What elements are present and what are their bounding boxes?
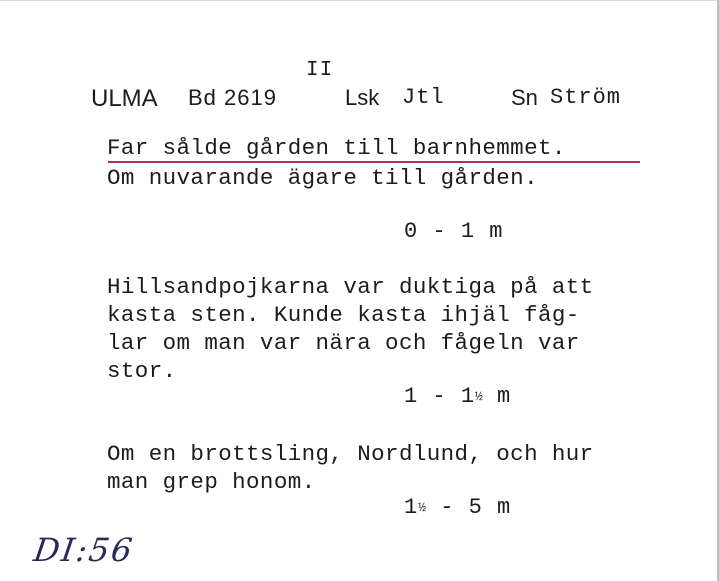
header-volume-number: Bd 2619	[188, 85, 277, 110]
entry-2-line-3: lar om man var nära och fågeln var	[107, 330, 580, 356]
entry-3-measure-dash: -	[440, 495, 455, 520]
entry-3-measure-unit: m	[497, 495, 512, 520]
entry-2-line-4: stor.	[107, 358, 177, 384]
entry-2-line-2: kasta sten. Kunde kasta ihjäl fåg-	[107, 302, 580, 328]
entry-1-line-1: Far sålde gården till barnhemmet.	[107, 135, 566, 161]
entry-2-measure-dash: -	[432, 384, 447, 409]
handwritten-signature: DI:56	[31, 531, 137, 569]
header-archive-code: ULMA	[91, 85, 158, 112]
entry-2-line-1: Hillsandpojkarna var duktiga på att	[107, 274, 594, 300]
header-socken-value: Ström	[550, 85, 622, 110]
entry-1-underline	[108, 161, 640, 163]
entry-2-measure-unit: m	[497, 384, 512, 409]
header-landskap-value: Jtl	[402, 85, 445, 110]
entry-2-measure	[404, 384, 511, 409]
header-landskap-label: Lsk	[345, 85, 380, 110]
header-socken-label: Sn	[511, 85, 538, 110]
entry-3-measure-end: 5	[468, 495, 483, 520]
entry-2-measure-end-fraction: ½	[475, 389, 483, 404]
entry-2-measure-end: 1	[460, 384, 476, 409]
entry-3-measure-start-fraction: ½	[418, 500, 427, 515]
entry-1-measure-unit: m	[489, 219, 504, 244]
entry-3-line-2: man grep honom.	[107, 469, 316, 495]
entry-3-measure	[404, 495, 511, 520]
header-roman-numeral: II	[306, 59, 334, 82]
entry-3-line-1: Om en brottsling, Nordlund, och hur	[107, 441, 594, 467]
entry-1-measure	[404, 219, 503, 244]
entry-3-measure-start: 1	[404, 495, 419, 520]
entry-1-measure-dash: -	[432, 219, 447, 244]
entry-1-measure-end: 1	[460, 219, 476, 244]
entry-2-measure-start: 1	[404, 384, 419, 409]
entry-1-line-2: Om nuvarande ägare till gården.	[107, 165, 538, 191]
entry-1-measure-start: 0	[404, 219, 419, 244]
